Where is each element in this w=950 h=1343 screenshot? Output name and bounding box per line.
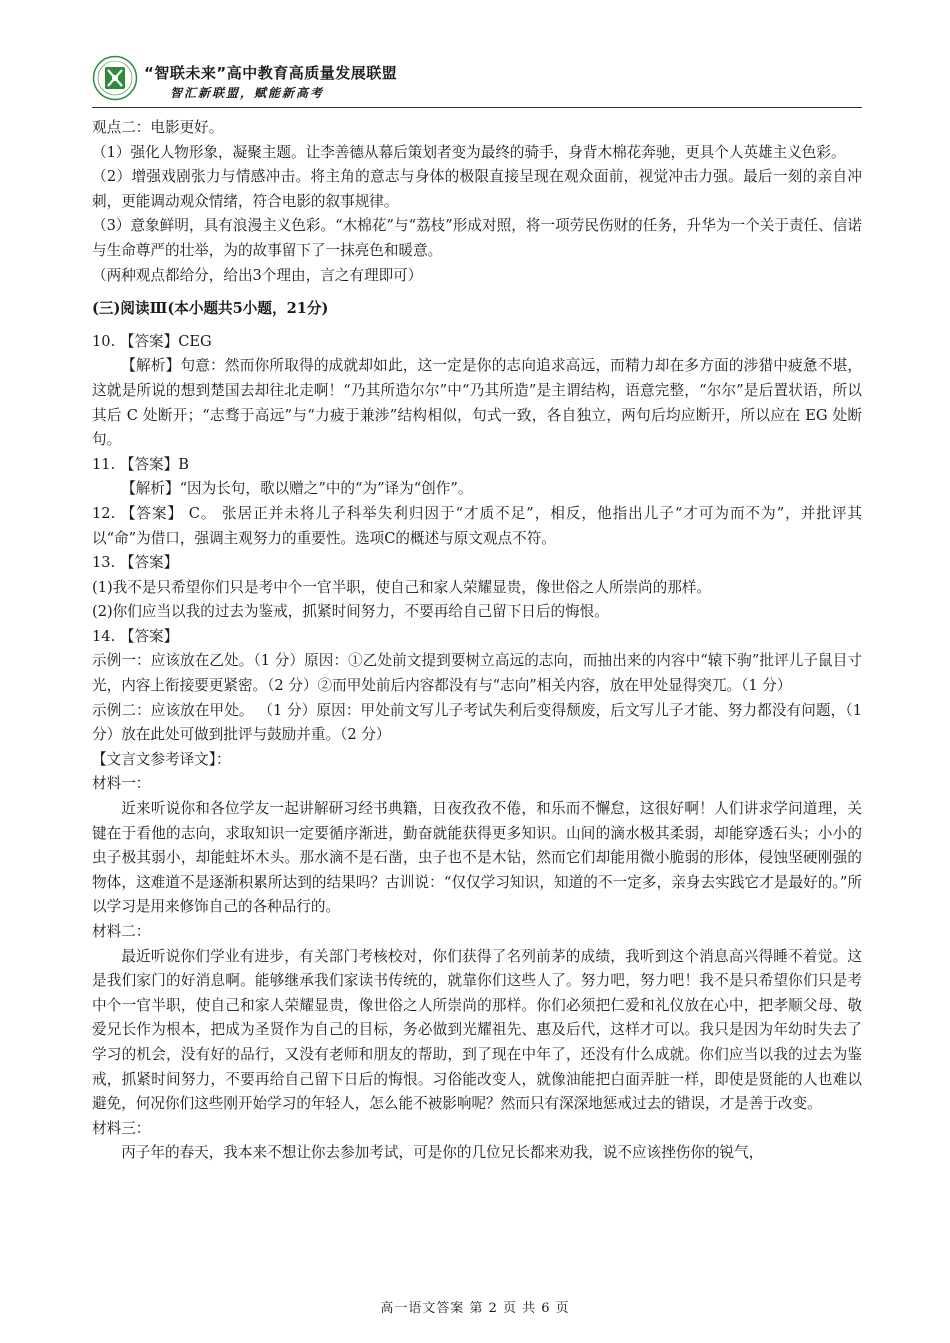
text-line: （3）意象鲜明，具有浪漫主义色彩。“木棉花”与“荔枝”形成对照，将一项劳民伤财的任务，升华为一个关于责任、信诺与生命尊严的壮举，为的故事留下了一抹亮色和暖意。 — [92, 217, 862, 259]
text-line: 示例一：应该放在乙处。（1 分）原因：①乙处前文提到要树立高远的志向，而抽出来的内容中“辕下驹”批评儿子鼠目寸光，内容上衔接要更紧密。（2 分）②而甲处前后内容都没有与“志向”相关内容，放在甲处显得突兀。（1 分） — [92, 652, 862, 695]
section-heading: (三)阅读Ⅲ(本小题共5小题，21分) — [92, 300, 329, 318]
text-line: 材料三： — [92, 1119, 151, 1137]
text-line: （1）强化人物形象，凝聚主题。让李善德从幕后策划者变为最终的骑手，身背木棉花奔驰，更具个人英雄主义色彩。 — [92, 143, 846, 161]
text-line: 【文言文参考译文】： — [92, 750, 231, 768]
text-line: (1)我不是只希望你们只是考中个一官半职，使自己和家人荣耀显贵，像世俗之人所崇尚的那样。 — [92, 578, 712, 596]
answer-line: 12. 【答案】 C。 张居正并未将儿子科举失利归因于“才质不足”，相反，他指出儿子“才可为而不为”，并批评其以“命”为借口，强调主观努力的重要性。选项C的概述与原文观点不符。 — [92, 504, 862, 547]
answer-line: 13. 【答案】 — [92, 554, 179, 572]
text-line: 观点二：电影更好。 — [92, 119, 224, 136]
text-line: 材料一： — [92, 775, 151, 793]
answer-line: 14. 【答案】 — [92, 627, 179, 645]
analysis-paragraph: 【解析】“因为长句，歌以赠之”中的“为”译为“创作”。 — [121, 480, 473, 498]
text-line: 材料二： — [92, 923, 151, 940]
text-line: (2)你们应当以我的过去为鉴戒，抓紧时间努力，不要再给自己留下日后的悔恨。 — [92, 603, 609, 621]
answer-content — [92, 116, 862, 1166]
page-header — [92, 55, 862, 108]
text-line: （两种观点都给分，给出3个理由，言之有理即可） — [92, 266, 423, 284]
alliance-slogan: 智汇新联盟，赋能新高考 — [170, 86, 325, 100]
translation-paragraph: 丙子年的春天，我本来不想让你去参加考试，可是你的几位兄长都来劝我，说不应该挫伤你的锐气， — [121, 1144, 764, 1162]
translation-paragraph: 最近听说你们学业有进步，有关部门考核校对，你们获得了名列前茅的成绩，我听到这个消息高兴得睡不着觉。这是我们家门的好消息啊。能够继承我们家读书传统的，就靠你们这些人了。努力吧，努力吧！我不是只希望你们只是考中个一官半职，使自己和家人荣耀显贵，像世俗之人所崇尚的那样。你们必须把仁爱和礼仪放在心中，把孝顺父母、敬爱兄长作为根本，把成为圣贤作为自己的目标，务必做到光耀祖先、惠及后代，这样才可以。我只是因为年幼时失去了学习的机会，没有好的品行，又没有老师和朋友的帮助，到了现在中年了，还没有什么成就。你们应当以我的过去为鉴戒，抓紧时间努力，不要再给自己留下日后的悔恨。习俗能改变人，就像油能把白面弄脏一样，即使是贤能的人也难以避免，何况你们这些刚开始学习的年轻人，怎么能不被影响呢？然而只有深深地惩戒过去的错误，才是善于改变。 — [92, 947, 862, 1113]
answer-line: 11. 【答案】B — [92, 455, 189, 473]
page-footer: 高一语文答案 第 2 页 共 6 页 — [380, 1301, 570, 1316]
alliance-title: “智联未来”高中教育高质量发展联盟 — [144, 64, 398, 82]
text-line: 示例二：应该放在甲处。 （1 分）原因：甲处前文写儿子考试失利后变得颓废，后文写儿子才能、努力都没有问题，（1 分）放在此处可做到批评与鼓励并重。（2 分） — [92, 701, 862, 744]
analysis-paragraph: 【解析】句意：然而你所取得的成就却如此，这一定是你的志向追求高远，而精力却在多方面的涉猎中疲惫不堪，这就是所说的想到楚国去却往北走啊！“乃其所造尔尔”中“乃其所造”是主谓结构，语意完整，“尔尔”是后置状语，所以其后 C 处断开；“志骛于高远”与“力疲于兼涉”结构相似，句式一致，各自独立，两句后均应断开，所以应在 EG 处断句。 — [92, 357, 862, 449]
translation-paragraph: 近来听说你和各位学友一起讲解研习经书典籍，日夜孜孜不倦，和乐而不懈怠，这很好啊！人们讲求学问道理，关键在于看他的志向，求取知识一定要循序渐进，勤奋就能获得更多知识。山间的滴水极其柔弱，却能穿透石头；小小的虫子极其弱小，却能蛀坏木头。那水滴不是石凿，虫子也不是木钻，然而它们却能用微小脆弱的形体，侵蚀坚硬刚强的物体，这难道不是逐渐积累所达到的结果吗？古训说：“仅仅学习知识，知道的不一定多，亲身去实践它才是最好的。”所以学习是用来修饰自己的各种品行的。 — [92, 800, 862, 916]
alliance-logo-icon — [92, 55, 138, 101]
answer-line: 10. 【答案】CEG — [92, 332, 212, 350]
text-line: （2）增强戏剧张力与情感冲击。将主角的意志与身体的极限直接呈现在观众面前，视觉冲击力强。最后一刻的亲自冲刺，更能调动观众情绪，符合电影的叙事规律。 — [92, 168, 862, 210]
